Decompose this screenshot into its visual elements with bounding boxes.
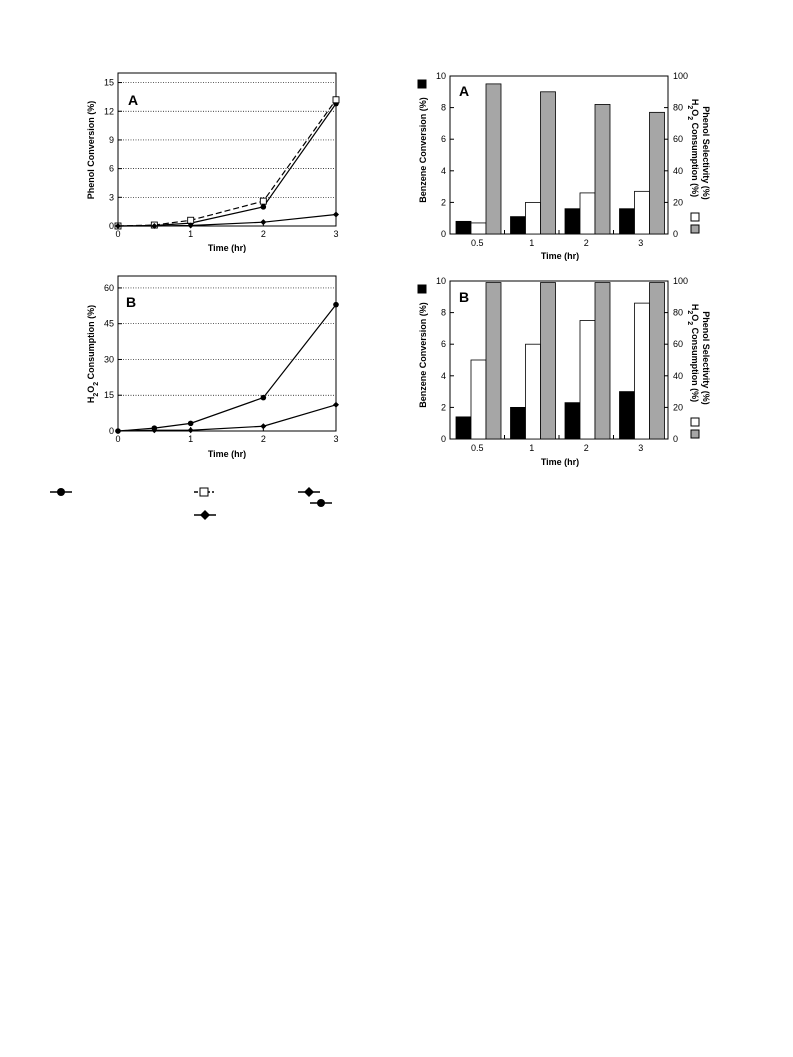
y-tick-label: 60 [103, 282, 114, 293]
data-point-circle [261, 204, 267, 210]
bar-white [526, 344, 541, 439]
bar-white [635, 191, 650, 234]
y-tick-label-left: 4 [440, 165, 446, 176]
data-point-diamond [260, 423, 266, 429]
bar-white [635, 303, 650, 439]
bar-white [471, 360, 486, 439]
x-tick-label: 0 [115, 229, 121, 239]
y-tick-label-right: 0 [673, 434, 679, 444]
y-tick-label-left: 10 [435, 71, 446, 81]
x-tick-label: 1 [188, 434, 194, 444]
y-tick-label: 15 [103, 390, 114, 401]
y-tick-label-left: 8 [440, 102, 446, 113]
bar-white [580, 321, 595, 440]
x-tick-label: 3 [333, 229, 339, 239]
legend-swatch-gray [691, 430, 699, 438]
data-point-square [260, 198, 266, 204]
panel-label: A [128, 92, 139, 108]
y-axis-label-right-2: $H_2O_2$ Consumption (%) [686, 303, 700, 403]
y-tick-label: 3 [108, 192, 114, 203]
x-tick-label: 1 [188, 229, 194, 239]
y-tick-label: 0 [108, 426, 114, 436]
data-point-square [188, 217, 194, 223]
y-tick-label-left: 8 [440, 307, 446, 318]
x-tick-label: 3 [638, 443, 644, 453]
y-tick-label-left: 6 [440, 339, 446, 350]
x-axis-label: Time (hr) [207, 243, 247, 253]
series-line-square-open [118, 100, 336, 226]
bar-gray [541, 283, 556, 439]
data-point-circle [188, 421, 194, 427]
legend-swatch-black [418, 80, 426, 88]
x-tick-label: 2 [583, 238, 589, 248]
y-tick-label: 0 [108, 221, 114, 231]
legend-swatch-black [418, 285, 426, 293]
y-axis-label-left: Benzene Conversion (%) [418, 97, 428, 203]
data-point-square [333, 97, 339, 103]
bar-black [511, 217, 526, 234]
y-tick-label-right: 80 [673, 102, 684, 113]
bar-gray [486, 283, 501, 439]
y-axis-label: Phenol Conversion (%) [86, 100, 96, 200]
bar-gray [595, 104, 610, 234]
bar-black [565, 403, 580, 439]
bar-gray [486, 84, 501, 234]
panel-label: A [459, 83, 470, 99]
data-point-diamond [188, 427, 194, 433]
data-point-diamond [333, 402, 339, 408]
y-axis-label-right-2: $H_2O_2$ Consumption (%) [686, 98, 700, 198]
bar-gray [541, 92, 556, 234]
y-tick-label: 6 [108, 163, 114, 174]
bar-white [580, 193, 595, 234]
grid-lines [118, 288, 336, 395]
x-tick-label: 0 [115, 434, 121, 444]
bar-white [526, 202, 541, 234]
bar-white [471, 223, 486, 234]
x-tick-label: 1 [529, 443, 535, 453]
y-tick-label-right: 0 [673, 229, 679, 239]
x-tick-label: 2 [583, 443, 589, 453]
y-axis-label-right: Phenol Selectivity (%) [701, 311, 711, 405]
y-tick-label-left: 2 [440, 197, 446, 208]
line-chart-b [86, 276, 339, 459]
y-tick-label-right: 40 [673, 370, 684, 381]
y-tick-label-left: 6 [440, 134, 446, 145]
x-tick-label: 1 [529, 238, 535, 248]
legend-swatch-gray [691, 225, 699, 233]
legend-swatch-white [691, 213, 699, 221]
x-tick-label: 3 [638, 238, 644, 248]
y-tick-label-right: 100 [673, 276, 689, 286]
bar-chart-b [418, 276, 711, 467]
y-tick-label-right: 20 [673, 197, 684, 208]
y-tick-label-left: 10 [435, 276, 446, 286]
legend-marker-circle-line-2 [310, 499, 332, 507]
y-tick-label: 12 [103, 106, 114, 117]
plot-frame [118, 276, 336, 431]
y-tick-label-left: 4 [440, 370, 446, 381]
y-tick-label-right: 40 [673, 165, 684, 176]
legend-markers [50, 487, 332, 520]
bar-black [565, 209, 580, 234]
y-axis-label-right: Phenol Selectivity (%) [701, 106, 711, 200]
x-tick-label: 0.5 [470, 238, 484, 248]
panel-label: B [126, 294, 137, 310]
series-line-circle [118, 104, 336, 226]
panel-label: B [459, 289, 470, 305]
y-tick-label-left: 2 [440, 402, 446, 413]
series-line-diamond [118, 215, 336, 226]
legend-swatch-white [691, 418, 699, 426]
bar-black [620, 209, 635, 234]
y-tick-label-right: 60 [673, 339, 684, 350]
bar-black [456, 221, 471, 234]
line-chart-a [86, 73, 339, 253]
bar-gray [595, 283, 610, 439]
grid-lines [118, 83, 336, 198]
y-tick-label: 30 [103, 354, 114, 365]
bar-gray [650, 112, 665, 234]
data-point-diamond [333, 212, 339, 218]
data-point-circle [333, 302, 339, 308]
bar-chart-a [418, 71, 711, 261]
y-tick-label-left: 0 [440, 434, 446, 444]
data-point-circle [261, 395, 267, 401]
x-tick-label: 0.5 [470, 443, 484, 453]
legend-marker-diamond-line-2 [194, 510, 216, 520]
y-tick-label-right: 20 [673, 402, 684, 413]
x-tick-label: 2 [260, 229, 266, 239]
x-axis-label: Time (hr) [207, 449, 247, 459]
y-tick-label-right: 80 [673, 307, 684, 318]
y-axis-label-left: Benzene Conversion (%) [418, 302, 428, 408]
y-tick-label: 9 [108, 134, 114, 145]
data-point-diamond [260, 219, 266, 225]
bar-gray [650, 283, 665, 439]
x-axis-label: Time (hr) [540, 251, 580, 261]
y-axis-label: $H_2O_2$ Consumption (%) [86, 304, 100, 404]
bar-black [511, 407, 526, 439]
x-tick-label: 2 [260, 434, 266, 444]
legend-marker-circle-line [50, 488, 72, 496]
bar-black [456, 417, 471, 439]
y-tick-label-right: 60 [673, 134, 684, 145]
legend-marker-square-dashed [194, 488, 214, 496]
y-tick-label: 45 [103, 318, 114, 329]
x-tick-label: 3 [333, 434, 339, 444]
y-tick-label-right: 100 [673, 71, 689, 81]
x-axis-label: Time (hr) [540, 457, 580, 467]
y-tick-label: 15 [103, 77, 114, 88]
series-line-diamond [118, 405, 336, 431]
y-tick-label-left: 0 [440, 229, 446, 239]
bar-black [620, 392, 635, 439]
legend-marker-diamond-line [298, 487, 320, 497]
